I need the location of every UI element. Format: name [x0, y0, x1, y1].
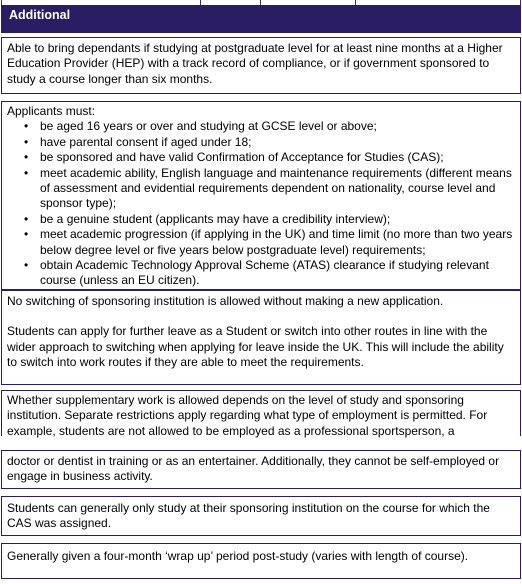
section-header — [1, 5, 521, 33]
requirements-list — [7, 119, 515, 288]
section-title: Additional — [9, 8, 71, 22]
list-item: • meet academic ability, English language and maintenance requirements (different means of assessment and evidential requirements dependent on nationality, course level and sponsor type); — [7, 166, 515, 212]
work-cell-part-2 — [1, 450, 521, 489]
wrapup-text: Generally given a four-month ‘wrap up’ period post-study (varies with length of course). — [7, 549, 469, 563]
switching-cell — [1, 290, 521, 385]
work-text-part-1: Whether supplementary work is allowed depends on the level of study and sponsoring institution. Separate restrictions apply regarding what type of employment is permitted. For example, students are not allowed to be employed as a professional sportsperson, a — [7, 393, 488, 438]
switching-para-2: Students can apply for further leave as a Student or switch into other routes in line with the wider approach to switching when applying for leave inside the UK. This will include the ability to switch into work routes if they are able to meet the requirements. — [7, 324, 504, 370]
dependants-text: Able to bring dependants if studying at postgraduate level for at least nine months at a Higher Education Provider (HEP) with a track record of compliance, or if government sponsored to study a course longer than six months. — [7, 41, 503, 86]
list-item: • meet academic progression (if applying in the UK) and time limit (no more than two years below degree level or five years below postgraduate level) requirements; — [7, 227, 515, 258]
list-item: • be a genuine student (applicants may have a credibility interview); — [7, 212, 515, 227]
list-item: • be sponsored and have valid Confirmation of Acceptance for Studies (CAS); — [7, 150, 515, 165]
work-text-part-2: doctor or dentist in training or as an entertainer. Additionally, they cannot be self-employed or engage in business activity. — [7, 454, 500, 484]
switching-para-1: No switching of sponsoring institution is allowed without making a new application. — [7, 294, 444, 308]
study-cell — [1, 496, 521, 536]
work-cell-part-1 — [1, 390, 521, 436]
dependants-cell — [1, 37, 521, 94]
requirements-cell — [1, 101, 521, 290]
list-item: • be aged 16 years or over and studying at GCSE level or above; — [7, 119, 515, 134]
study-text: Students can generally only study at their sponsoring institution on the course for which the CAS was assigned. — [7, 501, 490, 531]
list-item: • obtain Academic Technology Approval Scheme (ATAS) clearance if studying relevant course (unless an EU citizen). — [7, 258, 515, 289]
wrapup-cell — [1, 543, 521, 579]
list-item: • have parental consent if aged under 18; — [7, 135, 515, 150]
requirements-intro: Applicants must: — [7, 104, 96, 118]
